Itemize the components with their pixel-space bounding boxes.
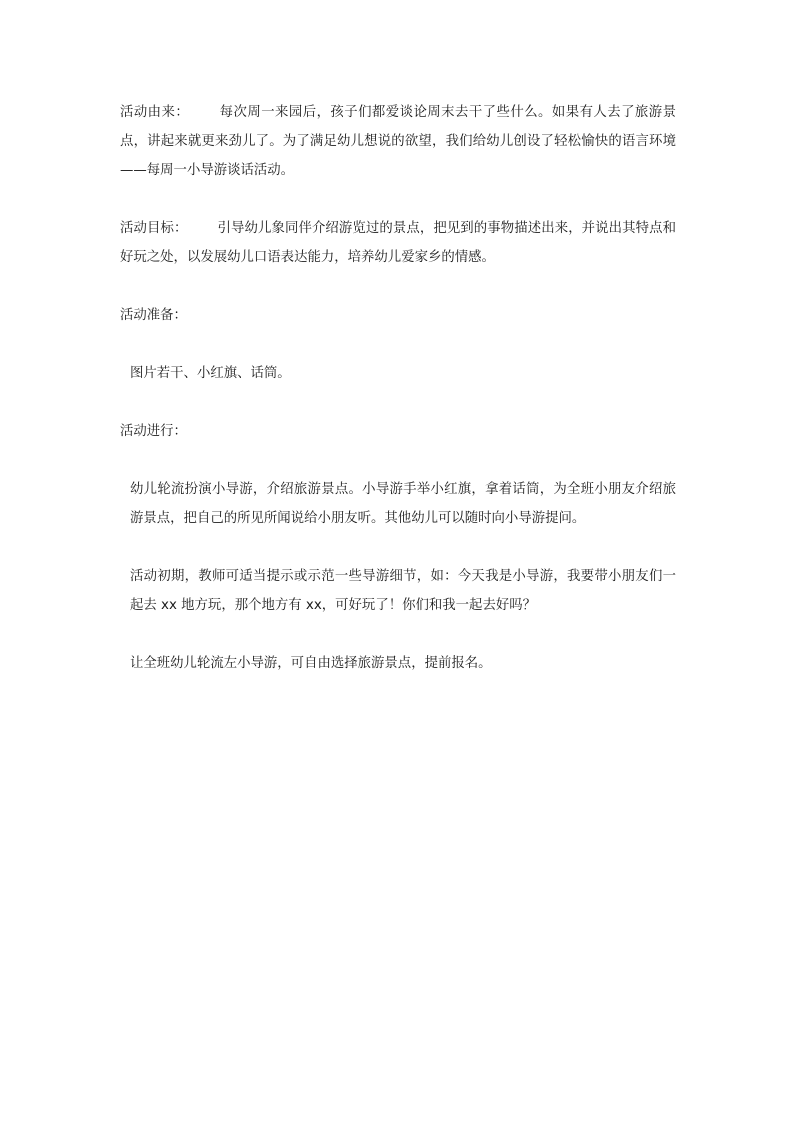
process-paragraph-1: 幼儿轮流扮演小导游，介绍旅游景点。小导游手举小红旗，拿着话筒，为全班小朋友介绍旅游景点，把自己的所见所闻说给小朋友听。其他幼儿可以随时向小导游提问。 [130,482,676,526]
goal-label: 活动目标： [120,221,188,236]
goal-text: 引导幼儿象同伴介绍游览过的景点，把见到的事物描述出来，并说出其特点和好玩之处，以发展幼儿口语表达能力，培养幼儿爱家乡的情感。 [120,221,676,265]
goal-paragraph [120,214,676,272]
process-heading: 活动进行： [120,424,187,439]
process-paragraph-2: 活动初期，教师可适当提示或示范一些导游细节，如：今天我是小导游，我要带小朋友们一起去 xx 地方玩，那个地方有 xx，可好玩了！你们和我一起去好吗？ [130,569,676,613]
origin-label: 活动由来： [120,105,190,120]
preparation-text: 图片若干、小红旗、话筒。 [130,366,291,381]
origin-text: 每次周一来园后，孩子们都爱谈论周末去干了些什么。如果有人去了旅游景点，讲起来就更来劲儿了。为了满足幼儿想说的欲望，我们给幼儿创设了轻松愉快的语言环境——每周一小导游谈话活动。 [120,105,677,178]
origin-paragraph [120,98,676,185]
process-paragraph-3: 让全班幼儿轮流左小导游，可自由选择旅游景点，提前报名。 [130,656,492,671]
preparation-heading: 活动准备： [120,308,187,323]
document-body [120,98,676,678]
